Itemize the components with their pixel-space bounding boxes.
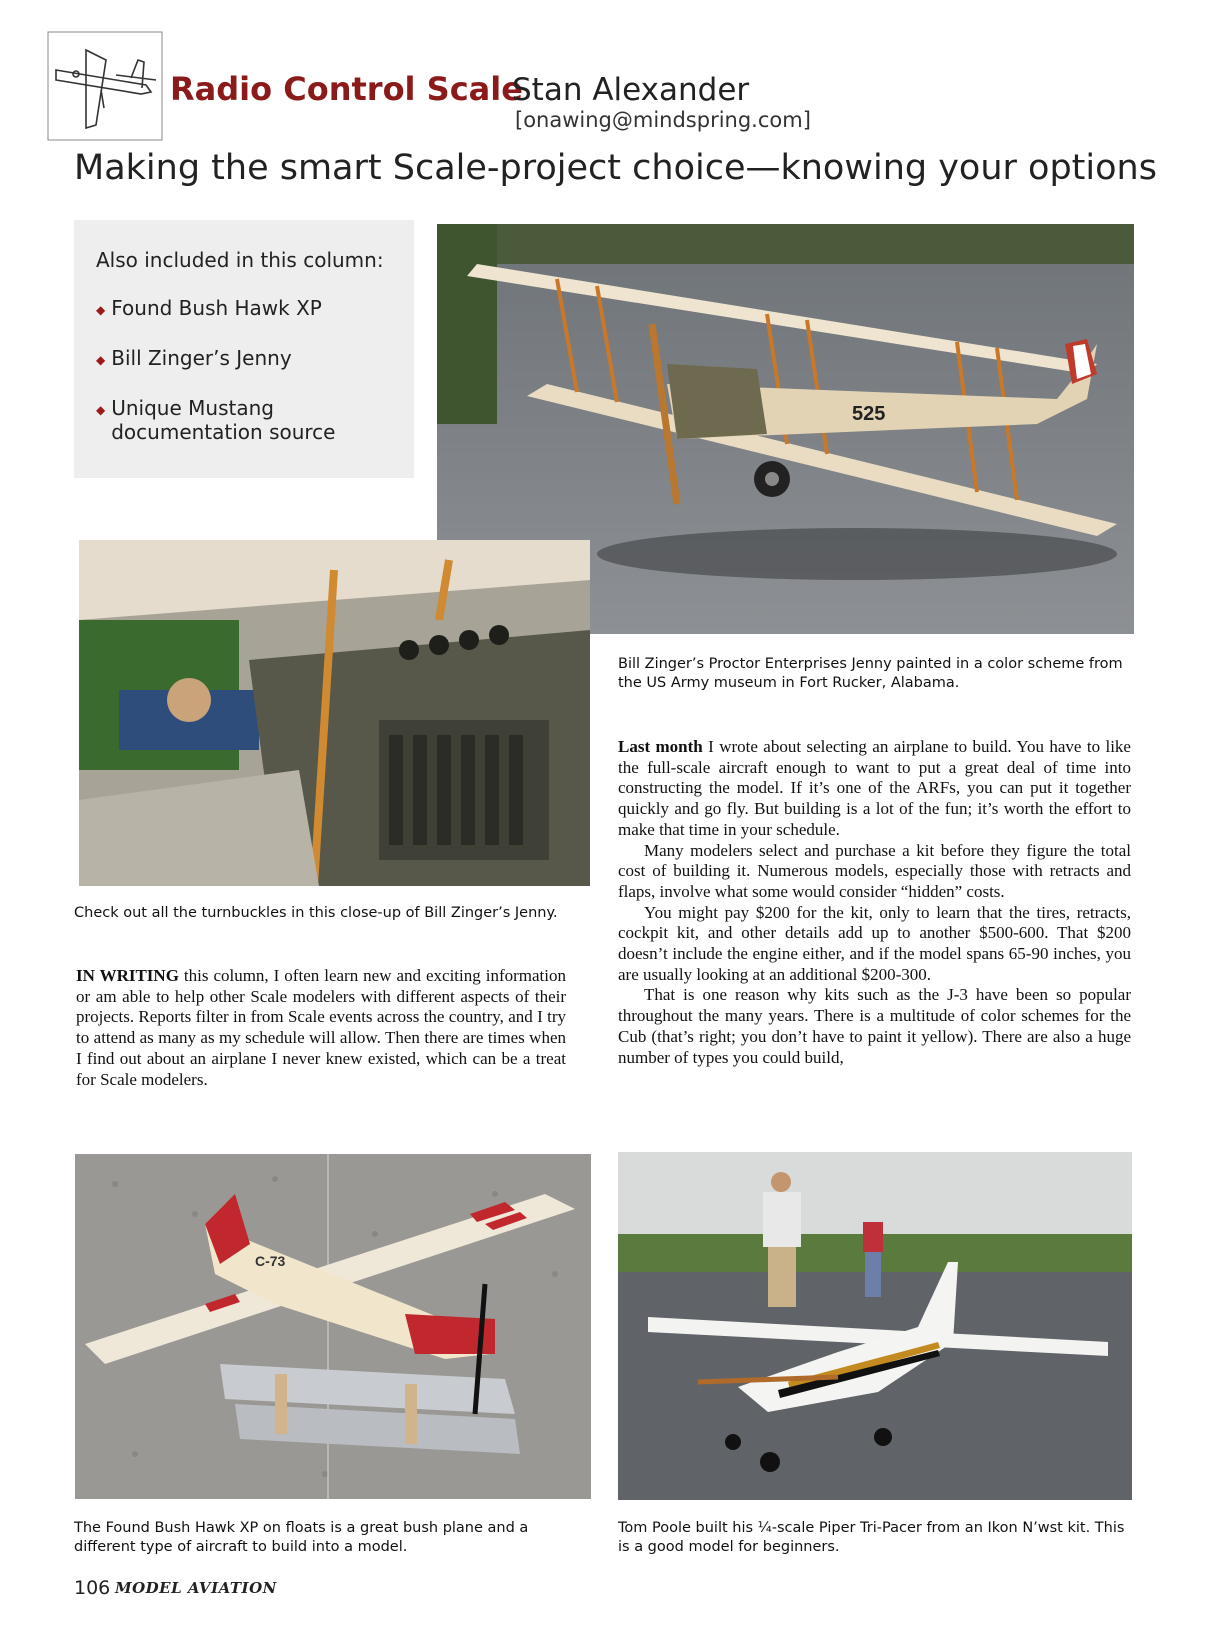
photo-caption: Tom Poole built his ¼-scale Piper Tri-Pacer from an Ikon N’wst kit. This is a good model for beginners. <box>618 1520 1125 1555</box>
photo-bush-hawk <box>75 1154 591 1499</box>
sidebar-item-label: Bill Zinger’s Jenny <box>111 346 292 370</box>
sidebar-title: Also included in this column: <box>96 248 384 272</box>
sidebar-item <box>96 346 396 372</box>
paragraph: I wrote about selecting an airplane to build. You have to like the full-scale aircraft enough to want to put a great deal of time into constructing the model. If it’s one of the ARFs, you can put it together quickly and go fly. But building is a lot of the fun; it’s worth the effort to make that time in your schedule. <box>618 737 1131 839</box>
photo-caption: Bill Zinger’s Proctor Enterprises Jenny painted in a color scheme from the US Army museum in Fort Rucker, Alabama. <box>618 656 1123 691</box>
photo-tri-pacer <box>618 1152 1132 1500</box>
photo-jenny-closeup <box>79 540 590 886</box>
sidebar-box <box>74 220 414 478</box>
author-name: Stan Alexander <box>512 72 750 108</box>
sidebar-item-label: Unique Mustang documentation source <box>111 396 336 444</box>
tail-number-label: 525 <box>852 403 886 425</box>
bullet-icon: ◆ <box>96 302 106 317</box>
paragraph: You might pay $200 for the kit, only to learn that the tires, retracts, cockpit kit, and other details add up to another $500-600. That $200 doesn’t include the engine either, and if the model spans 65-90 inches, you are usually looking at an additional $200-300. <box>618 902 1131 984</box>
author-email: [onawing@mindspring.com] <box>515 108 811 132</box>
paragraph: Many modelers select and purchase a kit before they figure the total cost of building it. Numerous models, especially those with retracts and flaps, involve what some would consider “hidden” costs. <box>618 840 1131 901</box>
lead-in: IN WRITING <box>76 966 179 985</box>
sidebar-item-label: Found Bush Hawk XP <box>111 296 322 320</box>
page-number: 106 <box>74 1577 111 1599</box>
article-headline: Making the smart Scale-project choice—knowing your options <box>74 148 1157 188</box>
column-logo-airplane-icon <box>46 30 164 142</box>
lead-in: Last month <box>618 737 703 756</box>
paragraph: That is one reason why kits such as the J-3 have been so popular throughout the many years. There is a multitude of color schemes for the Cub (that’s right; you don’t have to paint it yellow). There are also a huge number of types you could build, <box>618 985 1131 1067</box>
registration-label: C-73 <box>255 1253 286 1269</box>
paragraph: this column, I often learn new and exciting information or am able to help other Scale modelers with different aspects of their projects. Reports filter in from Scale events across the country, and I try to attend as many as my schedule will allow. Then there are times when I find out about an airplane I never knew existed, which can be a treat for Scale modelers. <box>76 966 566 1089</box>
body-text-right <box>618 737 1131 1068</box>
photo-caption: Check out all the turnbuckles in this close-up of Bill Zinger’s Jenny. <box>74 905 558 921</box>
sidebar-item <box>96 396 396 444</box>
bullet-icon: ◆ <box>96 352 106 367</box>
column-title: Radio Control Scale <box>170 70 523 108</box>
photo-caption: The Found Bush Hawk XP on floats is a great bush plane and a different type of aircraft to build into a model. <box>74 1520 529 1555</box>
magazine-name: MODEL AVIATION <box>115 1579 277 1597</box>
sidebar-item <box>96 296 396 322</box>
bullet-icon: ◆ <box>96 402 106 417</box>
body-text-left <box>76 966 566 1090</box>
